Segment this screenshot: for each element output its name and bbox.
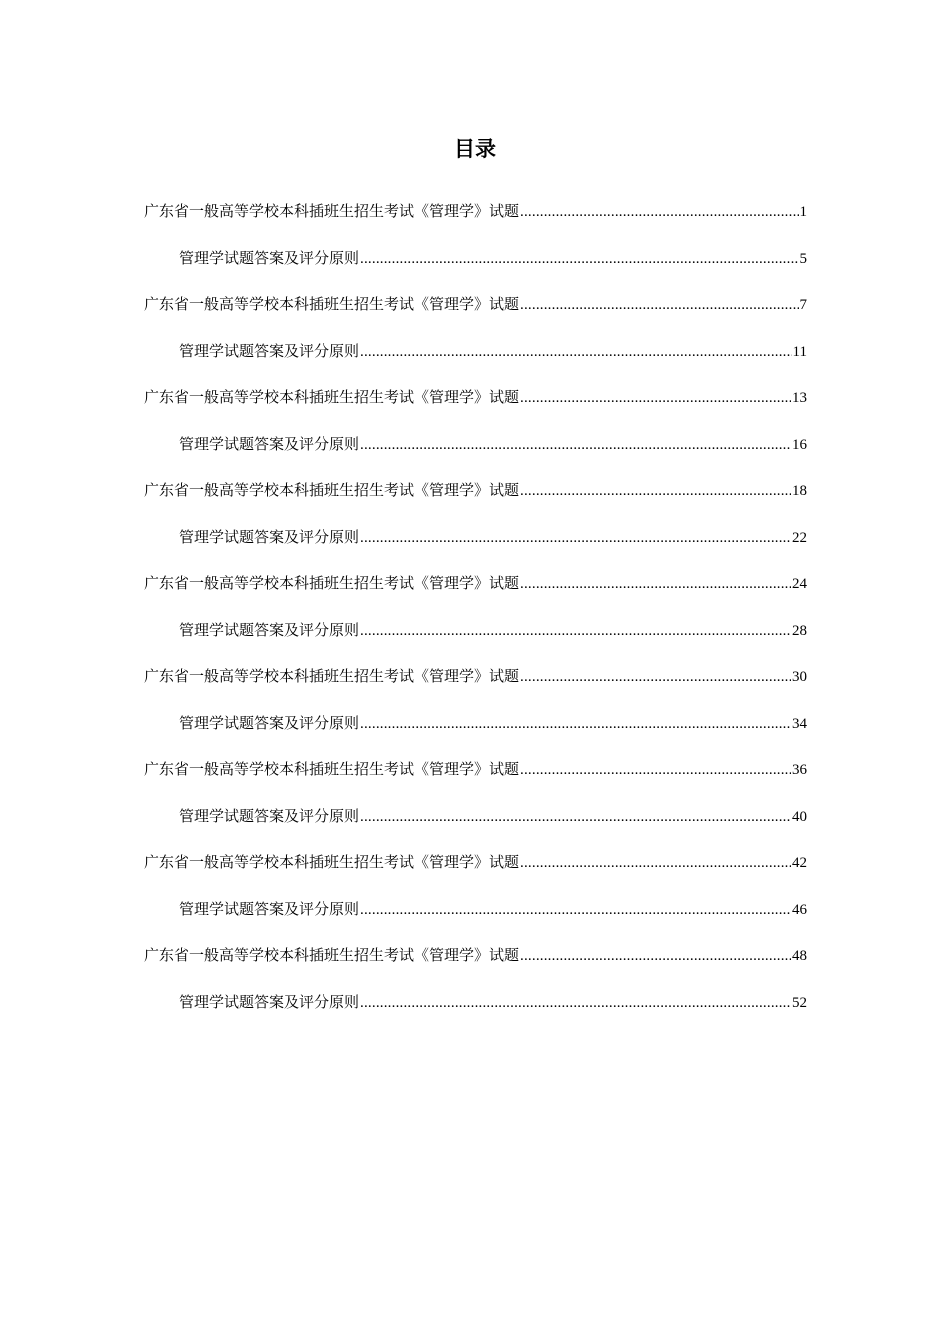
table-of-contents <box>144 197 807 1034</box>
toc-entry-page: 42 <box>792 855 807 871</box>
toc-entry[interactable] <box>144 755 807 802</box>
dot-leader <box>360 988 791 1018</box>
toc-entry-title: 广东省一般高等学校本科插班生招生考试《管理学》试题 <box>144 297 520 313</box>
toc-entry[interactable] <box>144 383 807 430</box>
toc-entry[interactable] <box>144 337 807 384</box>
dot-leader <box>360 709 791 739</box>
dot-leader <box>520 290 798 320</box>
toc-entry-title: 广东省一般高等学校本科插班生招生考试《管理学》试题 <box>144 948 520 964</box>
toc-entry-title: 广东省一般高等学校本科插班生招生考试《管理学》试题 <box>144 483 520 499</box>
toc-entry-title: 广东省一般高等学校本科插班生招生考试《管理学》试题 <box>144 390 520 406</box>
toc-entry-title: 广东省一般高等学校本科插班生招生考试《管理学》试题 <box>144 204 520 220</box>
toc-entry-title: 管理学试题答案及评分原则 <box>179 250 360 267</box>
toc-entry-page: 24 <box>792 576 807 592</box>
dot-leader <box>520 941 791 971</box>
toc-entry-page: 13 <box>792 390 807 406</box>
toc-entry-page: 16 <box>792 436 807 453</box>
dot-leader <box>520 476 791 506</box>
toc-entry-page: 30 <box>792 669 807 685</box>
toc-entry-title: 广东省一般高等学校本科插班生招生考试《管理学》试题 <box>144 576 520 592</box>
dot-leader <box>360 523 791 553</box>
dot-leader <box>360 244 798 274</box>
toc-entry[interactable] <box>144 569 807 616</box>
toc-entry[interactable] <box>144 895 807 942</box>
toc-entry[interactable] <box>144 848 807 895</box>
toc-entry-page: 28 <box>792 622 807 639</box>
toc-entry-page: 1 <box>799 204 807 220</box>
dot-leader <box>520 662 791 692</box>
toc-entry-page: 7 <box>799 297 807 313</box>
toc-entry[interactable] <box>144 662 807 709</box>
toc-entry-title: 管理学试题答案及评分原则 <box>179 343 360 360</box>
toc-entry-page: 48 <box>792 948 807 964</box>
toc-entry[interactable] <box>144 523 807 570</box>
toc-entry[interactable] <box>144 430 807 477</box>
toc-entry-page: 40 <box>792 808 807 825</box>
toc-entry-title: 管理学试题答案及评分原则 <box>179 901 360 918</box>
dot-leader <box>520 755 791 785</box>
toc-entry-page: 22 <box>792 529 807 546</box>
dot-leader <box>520 848 791 878</box>
toc-entry-title: 广东省一般高等学校本科插班生招生考试《管理学》试题 <box>144 855 520 871</box>
toc-entry-title: 广东省一般高等学校本科插班生招生考试《管理学》试题 <box>144 669 520 685</box>
toc-entry[interactable] <box>144 941 807 988</box>
toc-entry[interactable] <box>144 476 807 523</box>
toc-entry-title: 广东省一般高等学校本科插班生招生考试《管理学》试题 <box>144 762 520 778</box>
toc-entry[interactable] <box>144 988 807 1035</box>
toc-entry-title: 管理学试题答案及评分原则 <box>179 715 360 732</box>
toc-entry[interactable] <box>144 197 807 244</box>
dot-leader <box>360 616 791 646</box>
dot-leader <box>360 430 791 460</box>
toc-entry[interactable] <box>144 290 807 337</box>
toc-entry-title: 管理学试题答案及评分原则 <box>179 529 360 546</box>
toc-entry-title: 管理学试题答案及评分原则 <box>179 808 360 825</box>
toc-entry-page: 18 <box>792 483 807 499</box>
toc-entry-page: 5 <box>799 250 807 267</box>
toc-entry[interactable] <box>144 244 807 291</box>
toc-entry-page: 36 <box>792 762 807 778</box>
toc-entry-page: 52 <box>792 994 807 1011</box>
dot-leader <box>520 569 791 599</box>
toc-entry-page: 11 <box>792 343 807 360</box>
toc-entry-title: 管理学试题答案及评分原则 <box>179 994 360 1011</box>
toc-entry[interactable] <box>144 802 807 849</box>
dot-leader <box>360 802 791 832</box>
toc-entry-page: 46 <box>792 901 807 918</box>
page-title: 目录 <box>454 137 496 161</box>
toc-entry[interactable] <box>144 709 807 756</box>
toc-entry-title: 管理学试题答案及评分原则 <box>179 622 360 639</box>
toc-entry-title: 管理学试题答案及评分原则 <box>179 436 360 453</box>
dot-leader <box>360 895 791 925</box>
toc-entry-page: 34 <box>792 715 807 732</box>
toc-entry[interactable] <box>144 616 807 663</box>
dot-leader <box>360 337 792 367</box>
dot-leader <box>520 197 798 227</box>
dot-leader <box>520 383 791 413</box>
